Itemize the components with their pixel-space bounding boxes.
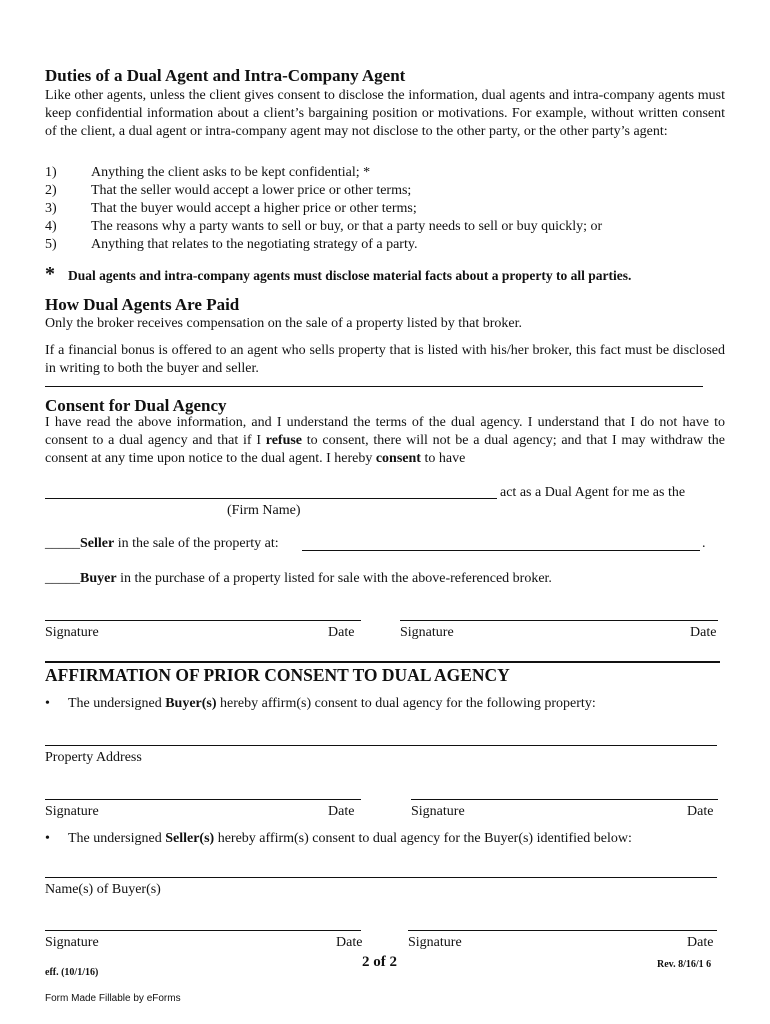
list-item: That the buyer would accept a higher price or other terms; xyxy=(91,201,417,216)
signature-label: Signature xyxy=(411,804,465,819)
bullet: • xyxy=(45,831,50,846)
signature-line[interactable] xyxy=(45,799,361,800)
section-title-consent: Consent for Dual Agency xyxy=(45,396,227,415)
signature-line[interactable] xyxy=(411,799,718,800)
date-label: Date xyxy=(687,935,714,950)
paid-paragraph-1: Only the broker receives compensation on the sale of a property listed by that broker. xyxy=(45,316,523,331)
buyer-affirmation-text: The undersigned Buyer(s) hereby affirm(s) consent to dual agency for the following property: xyxy=(68,696,596,711)
date-label: Date xyxy=(328,804,355,819)
signature-label: Signature xyxy=(45,625,99,640)
list-item: That the seller would accept a lower price or other terms; xyxy=(91,183,412,198)
section-title-duties: Duties of a Dual Agent and Intra-Company Agent xyxy=(45,66,406,85)
list-item: The reasons why a party wants to sell or buy, or that a party needs to sell or buy quickly; or xyxy=(91,219,603,234)
buyer-option: _____Buyer in the purchase of a property listed for sale with the above-referenced broker. xyxy=(45,571,552,586)
date-label: Date xyxy=(687,804,714,819)
list-item-num: 5) xyxy=(45,237,57,252)
signature-label: Signature xyxy=(45,804,99,819)
list-item-num: 3) xyxy=(45,201,57,216)
firm-name-field[interactable] xyxy=(45,498,497,499)
revision-date: Rev. 8/16/1 6 xyxy=(657,959,712,970)
list-item: Anything the client asks to be kept confidential; * xyxy=(91,165,371,180)
date-label: Date xyxy=(690,625,717,640)
signature-line[interactable] xyxy=(408,930,717,931)
list-item: Anything that relates to the negotiating strategy of a party. xyxy=(91,237,418,252)
list-item-num: 2) xyxy=(45,183,57,198)
section-title-affirmation: AFFIRMATION OF PRIOR CONSENT TO DUAL AGENCY xyxy=(45,665,510,685)
date-label: Date xyxy=(336,935,363,950)
section-divider xyxy=(45,661,720,663)
buyer-names-field[interactable] xyxy=(45,877,717,878)
buyer-names-label: Name(s) of Buyer(s) xyxy=(45,882,161,897)
seller-affirmation-text: The undersigned Seller(s) hereby affirm(s) consent to dual agency for the Buyer(s) identified below: xyxy=(68,831,632,846)
property-address-label: Property Address xyxy=(45,750,142,765)
seller-period: . xyxy=(702,536,706,551)
divider xyxy=(45,386,703,387)
bullet: • xyxy=(45,696,50,711)
signature-line[interactable] xyxy=(45,620,361,621)
list-item-num: 1) xyxy=(45,165,57,180)
property-address-field[interactable] xyxy=(45,745,717,746)
duties-intro: Like other agents, unless the client gives consent to disclose the information, dual agents and intra-company agents must keep confidential information about a client’s bargaining position or motivations. For example, without written consent of the client, a dual agent or intra-company agent may not disclose to the other party, or the other party’s agent: xyxy=(45,88,725,139)
effective-date: eff. (10/1/16) xyxy=(45,967,99,978)
buyer-checkbox-blank[interactable]: _____ xyxy=(45,571,80,586)
signature-label: Signature xyxy=(408,935,462,950)
list-item-num: 4) xyxy=(45,219,57,234)
seller-option: _____Seller in the sale of the property at: xyxy=(45,536,279,551)
paid-paragraph-2: If a financial bonus is offered to an agent who sells property that is listed with his/her broker, this fact must be disclosed in writing to both the buyer and seller. xyxy=(45,343,725,376)
act-as-dual-agent-text: act as a Dual Agent for me as the xyxy=(500,485,686,500)
seller-checkbox-blank[interactable]: _____ xyxy=(45,536,80,551)
footnote-material-facts: Dual agents and intra-company agents must disclose material facts about a property to all parties. xyxy=(68,268,632,283)
firm-name-label: (Firm Name) xyxy=(227,503,301,518)
date-label: Date xyxy=(328,625,355,640)
seller-property-field[interactable] xyxy=(302,550,700,551)
signature-line[interactable] xyxy=(400,620,718,621)
signature-label: Signature xyxy=(45,935,99,950)
signature-line[interactable] xyxy=(45,930,361,931)
page-number: 2 of 2 xyxy=(362,954,397,970)
asterisk: * xyxy=(45,263,55,285)
signature-label: Signature xyxy=(400,625,454,640)
eforms-credit: Form Made Fillable by eForms xyxy=(45,993,181,1004)
section-title-paid: How Dual Agents Are Paid xyxy=(45,295,240,314)
consent-paragraph: I have read the above information, and I understand the terms of the dual agency. I understand that I do not have to consent to a dual agency and that if I refuse to consent, there will not be a dual agency; and that I may withdraw the consent at any time upon notice to the dual agent. I hereby consent to have xyxy=(45,415,725,466)
